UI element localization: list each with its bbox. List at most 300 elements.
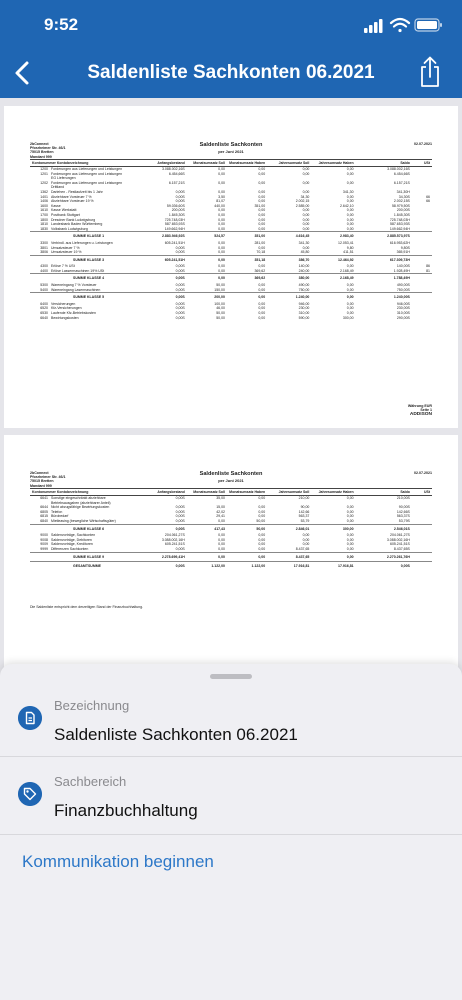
value-cell: 204.061,27S [164,533,185,538]
value-cell: 411,51 [343,250,354,255]
value-cell: 2.168,49 [339,268,354,273]
account-name: Postbank Stuttgart [51,212,80,217]
value-cell: 4.616,45 [267,232,311,241]
value-cell: 0,00 [258,283,266,288]
summary-row [30,552,432,562]
value-cell: 6.157,21S [168,180,185,185]
value-cell: 0,00 [258,514,266,519]
account-cell [30,255,143,264]
value-cell: 0,00 [218,264,225,269]
account-name: Saldenvorträge, Sachkonten [51,533,96,538]
value-cell: 34,30S [398,194,410,199]
table-header [30,160,432,167]
account-name: Dresdner Bank Ludwigsburg [51,217,96,222]
account-cell [30,562,143,571]
value-cell: 0,00S [175,283,185,288]
value-cell: 0,00S [175,194,185,199]
account-name: GESAMTSUMME [73,564,101,569]
account-name: Telefon [51,509,63,514]
account-number: 5300 [40,283,48,288]
value-cell: 0,00 [218,268,225,273]
value-cell: 0,00S [143,524,187,533]
value-cell: 0,00 [258,311,266,316]
value-cell: 0,00 [258,222,266,227]
status-icons [364,15,444,37]
value-cell: 310,00 [298,311,310,316]
value-cell: 2.885.573,97S [356,232,412,241]
value-cell: 50,00 [216,315,225,320]
report-table [30,159,432,320]
value-cell: 386,70 [267,255,311,264]
value-cell [412,293,432,302]
value-cell: 587.653,93S [164,222,185,227]
value-cell: 50,00 [216,311,225,316]
account-name: SUMME KLASSE 4 [73,276,105,281]
value-cell: 0,00 [187,274,227,283]
value-cell: 0,00 [302,189,310,194]
value-cell: 142,66S [396,509,410,514]
table-header [30,489,432,496]
value-cell: 300,00 [342,315,354,320]
signal-icon [364,19,383,33]
value-cell: 290,00S [396,315,410,320]
value-cell: 53,79S [398,518,410,523]
account-number: 3801 [40,245,48,250]
value-cell: 351,00 [227,232,267,241]
value-cell: 0,00 [346,222,354,227]
value-cell: 0,00 [187,255,227,264]
value-cell: 1.240,00S [356,293,412,302]
value-cell: 617.309,73H [356,255,412,264]
account-cell [30,552,143,562]
account-number: 6840 [40,518,48,523]
report-date: 02.07.2021 [414,471,432,475]
value-cell: 0,00 [218,180,225,185]
value-cell: 0,00 [346,301,354,306]
account-name: Differenzen Sachkonten [51,546,89,551]
value-cell: 200,00 [187,293,227,302]
value-cell: 2.846,01 [267,524,311,533]
account-name: Erlöse 7 % USt [51,264,75,269]
value-cell: 0,00 [346,537,354,542]
account-number: 1406 [40,199,48,204]
value-cell: 0,00 [346,533,354,538]
account-number: 4300 [40,264,48,269]
value-cell: 0,00 [218,542,225,547]
value-cell: 0,00S [175,505,185,510]
account-name: Mietleasing (bewegliche Wirtschaftsgüter) [51,518,116,523]
value-cell: 0,00 [258,496,266,500]
value-cell: 310,00S [396,311,410,316]
value-cell: 0,00 [302,208,310,213]
value-cell: 17.916,81 [311,562,355,571]
account-number: 1600 [40,203,48,208]
account-number: 3300 [40,240,48,245]
value-cell: 0,00 [258,505,266,510]
value-cell [412,255,432,264]
value-cell: 0,00S [175,311,185,316]
value-cell: 58.979,50S [391,203,410,208]
column-header: Anfangsbestand [143,160,187,167]
value-cell: 0,00S [175,509,185,514]
value-cell: 81 [426,268,430,273]
account-number: 9999 [40,546,48,551]
value-cell: 0,00 [302,245,310,250]
value-cell: 8.437,65 [295,546,310,551]
column-header: Jahresumsatz Soll [267,160,311,167]
value-cell: 0,00 [218,240,225,245]
value-cell: 149.662,94H [164,226,185,231]
value-cell: 9,80S [400,245,410,250]
account-name: Darlehen - Restlaufzeit bis 1 Jahr [51,189,103,194]
value-cell: 2.546,01S [356,524,412,533]
value-cell: 0,00S [175,264,185,269]
account-name: Forderungen aus Lieferungen und Leistungen [51,167,123,171]
value-cell: 150,00 [214,287,225,292]
summary-row [30,274,432,283]
account-name: Landesbank Baden Württemberg [51,222,103,227]
value-cell: 0,00 [258,264,266,269]
value-cell: 0,00 [258,180,266,185]
value-cell: 0,00 [258,542,266,547]
value-cell: 0,00 [218,518,225,523]
value-cell: 0,00 [346,311,354,316]
value-cell: 0,00 [302,171,310,176]
value-cell: 0,00 [258,287,266,292]
column-header: Monatsumsatz Haben [227,489,267,496]
area-label: Sachbereich [54,774,127,789]
value-cell: 0,00 [258,509,266,514]
value-cell: 369,62 [254,268,266,273]
summary-row [30,255,432,264]
value-cell: 0,00 [346,283,354,288]
value-cell: 53,79 [300,518,310,523]
divider [0,756,462,757]
value-cell: 0,00S [143,274,187,283]
value-cell: 200,00S [396,208,410,213]
column-header: Kontonummer Kontobezeichnung [30,489,143,496]
value-cell: 0,00 [258,189,266,194]
value-cell: 0,00 [258,533,266,538]
value-cell: 351,00 [254,203,266,208]
value-cell: 0,00S [175,189,185,194]
value-cell: 0,00 [187,552,227,562]
account-name: Drittland [51,185,65,190]
value-cell: 50,00 [256,518,266,523]
account-number: 9009 [40,542,48,547]
start-communication-link[interactable]: Kommunikation beginnen [22,852,214,871]
document-preview[interactable] [0,98,462,676]
value-cell: 0,00 [258,194,266,199]
value-cell: 100,00 [214,301,225,306]
value-cell: 605.241,51S [390,542,410,547]
value-cell: 3.088.002,16H [386,537,410,542]
value-cell: 0,00S [175,306,185,311]
value-cell: 0,00S [175,518,185,523]
details-sheet [0,664,462,1000]
value-cell: 0,00S [356,562,412,571]
value-cell: 0,00 [258,167,266,171]
account-name: SUMME KLASSE 9 [73,554,105,559]
status-time: 9:52 [44,15,79,34]
value-cell: 0,00 [302,180,310,185]
value-cell: 0,00 [302,537,310,542]
value-cell: 1.845,30S [393,212,410,217]
value-cell: 8.437,65S [393,546,410,551]
value-cell: 0,00S [175,514,185,519]
value-cell: 1.928,49H [393,268,410,273]
report-page-1 [4,106,458,428]
value-cell: 0,00 [218,226,225,231]
value-cell: 0,00 [218,171,225,176]
account-number: 9000 [40,533,48,538]
column-header: Jahresumsatz Soll [267,489,311,496]
battery-icon [415,19,442,31]
account-name: Saldenvorträge, Kreditoren [51,542,93,547]
value-cell: 0,00 [258,301,266,306]
value-cell: 587.653,93S [390,222,410,227]
account-number: 1200 [40,167,48,171]
value-cell: 90,00 [300,505,310,510]
report-date: 02.07.2021 [414,142,432,146]
value-cell: 0,00S [175,315,185,320]
account-number: 1810 [40,222,48,227]
value-cell: 0,00 [218,533,225,538]
account-name: SUMME KLASSE 6 [73,526,105,531]
value-cell: 365,91H [396,250,410,255]
value-cell: 0,00 [218,208,225,213]
account-number: 6641 [40,496,48,500]
value-cell: 0,00 [346,546,354,551]
value-cell: 0,00 [302,212,310,217]
account-number: 1362 [40,189,48,194]
value-cell: 0,00 [258,171,266,176]
account-cell [30,316,143,321]
account-number: 6530 [40,311,48,316]
value-cell: 2.883.946,92S [143,232,187,241]
value-cell: 204.061,27S [390,533,410,538]
value-cell: 0,00S [175,287,185,292]
report-title: Saldenliste Sachkonten [199,471,263,477]
column-header: USt [412,489,432,496]
value-cell [412,232,432,241]
value-cell: 0,00 [346,496,354,500]
value-cell: 2.585,00 [295,203,310,208]
value-cell: 45,80 [300,250,310,255]
account-number: 1202 [40,180,48,185]
value-cell: 2.642,10 [339,203,354,208]
account-name: Erlöse Lassermaschinen 19% USt [51,268,105,273]
column-header: Saldo [356,489,412,496]
summary-row [30,524,432,533]
account-name: Wareneingang 7 % Vorsteuer [51,283,97,288]
value-cell: 300,00 [311,524,355,533]
value-cell: 17.916,81 [267,562,311,571]
value-cell: 140,00S [396,264,410,269]
value-cell: 0,00 [218,167,225,171]
value-cell: 0,00 [258,537,266,542]
value-cell: 149.662,94H [389,226,410,231]
account-name: Kasse [51,203,61,208]
account-cell [30,293,143,302]
value-cell: 725.748,03H [389,217,410,222]
value-cell: 0,00 [218,217,225,222]
account-name: Laufende Kfz-Betriebskosten [51,311,96,316]
account-number: 6815 [40,514,48,519]
value-cell: 0,00 [258,212,266,217]
value-cell: 12.464,92 [311,255,355,264]
value-cell: 6.157,21S [393,180,410,185]
value-cell: 0,00 [258,315,266,320]
account-name: SUMME KLASSE 5 [73,295,105,300]
column-header: Jahresumsatz Haben [311,160,355,167]
value-cell: 230,00S [396,306,410,311]
account-name: Umsatzsteuer 19 % [51,250,82,255]
sheet-grabber[interactable] [210,674,252,679]
value-cell: 0,00 [346,217,354,222]
summary-row [30,293,432,302]
value-cell: 0,00 [346,514,354,519]
column-header: Jahresumsatz Haben [311,489,355,496]
account-name: EG Lieferungen [51,176,76,181]
report-table [30,488,432,571]
value-cell: 0,00S [143,562,187,571]
value-cell: 0,00 [302,542,310,547]
account-name: Betriebsausgaben (abziehbarer Anteil) [51,500,111,505]
account-number: 1401 [40,194,48,199]
value-cell: 1.122,00 [227,562,267,571]
value-cell: 0,00S [175,245,185,250]
value-cell: 0,00 [346,518,354,523]
account-name: Wareneingang Lasermaschinen [51,287,101,292]
value-cell: 0,00 [218,245,225,250]
account-name: Kasse Werkstatt [51,208,77,213]
value-cell: 946,00S [396,301,410,306]
value-cell: 0,00 [302,226,310,231]
value-cell: 50,00 [216,283,225,288]
navigation-bar [0,0,462,98]
value-cell: 3.088.002,16H [161,537,185,542]
value-cell: 70,18 [256,250,266,255]
table-row [30,316,432,321]
value-cell: 0,00 [258,306,266,311]
value-cell: 0,00S [175,301,185,306]
value-cell: 0,00 [346,180,354,185]
value-cell: 946,00 [298,301,310,306]
account-number: 6805 [40,509,48,514]
share-icon[interactable] [418,56,442,88]
value-cell: 15,00 [216,505,225,510]
value-cell: 380,00 [267,274,311,283]
account-number: 9008 [40,537,48,542]
value-cell [412,524,432,533]
value-cell: 2.002,15 [295,199,310,204]
value-cell: 81,07 [216,199,225,204]
account-name: Versicherungen [51,301,76,306]
value-cell: 490,00S [396,283,410,288]
value-cell: 0,00 [218,222,225,227]
value-cell: 210,00 [298,496,310,500]
account-name: SUMME KLASSE 3 [73,257,105,262]
value-cell: 524,57 [187,232,227,241]
value-cell: 490,00 [298,283,310,288]
value-cell: 0,00 [227,293,267,302]
value-cell: 563,37S [396,514,410,519]
value-cell: 0,00 [258,546,266,551]
value-cell: 0,00 [258,199,266,204]
value-cell: 210,00S [396,496,410,500]
value-cell: 0,00 [218,546,225,551]
back-chevron-icon[interactable] [10,58,36,88]
value-cell: 0,00 [346,226,354,231]
wifi-icon [391,19,409,32]
company-address: 2bConnect Pforzheimer Str. 46/1 75015 Bretten Mandant 999 [30,471,66,488]
report-title: Saldenliste Sachkonten [199,142,263,148]
summary-row [30,232,432,241]
value-cell: 750,00S [396,287,410,292]
company-address: 2bConnect Pforzheimer Str. 46/1 75015 Bretten Mandant 999 [30,142,66,159]
column-header: Monatsumsatz Soll [187,489,227,496]
summary-row [30,562,432,571]
value-cell: 616.953,62H [389,240,410,245]
account-number: 4400 [40,268,48,273]
account-number: 1610 [40,208,48,213]
value-cell: 0,00 [346,171,354,176]
value-cell: 605.241,51S [164,542,185,547]
account-cell [30,524,143,533]
value-cell: 0,00 [218,189,225,194]
value-cell: 0,00 [218,537,225,542]
value-cell: 46,00 [216,306,225,311]
account-number: 1830 [40,226,48,231]
account-name: Saldenvorträge, Debitoren [51,537,92,542]
value-cell: 0,00 [346,212,354,217]
account-number: 1201 [40,171,48,176]
page-footer: Währung EUR Seite 1 ADDISON [407,404,432,417]
value-cell: 3,50 [218,194,225,199]
value-cell: 341,30 [342,189,354,194]
value-cell: 0,00S [175,496,185,500]
value-cell: 0,00 [346,505,354,510]
value-cell: 90,00S [398,505,410,510]
report-subtitle: per Juni 2021 [218,149,244,154]
value-cell: 0,00 [258,226,266,231]
value-cell: 0,00 [218,250,225,255]
value-cell: 8.437,65 [267,552,311,562]
value-cell: 230,00 [298,306,310,311]
value-cell [412,552,432,562]
account-cell [30,274,143,283]
value-cell: 50,00 [227,524,267,533]
column-header: Saldo [356,160,412,167]
value-cell: 0,00 [346,287,354,292]
value-cell [412,274,432,283]
column-header: Monatsumsatz Soll [187,160,227,167]
value-cell: 1.122,00 [187,562,227,571]
value-cell: 0,00 [346,208,354,213]
account-name: SUMME KLASSE 1 [73,234,105,239]
value-cell [412,562,432,571]
account-number: 6520 [40,306,48,311]
value-cell: 142,66 [298,509,310,514]
value-cell: 0,00 [302,533,310,538]
value-cell: 200,00S [171,208,185,213]
value-cell: 0,00S [143,293,187,302]
value-cell: 0,00 [302,222,310,227]
report-subtitle: per Juni 2021 [218,478,244,483]
account-name: Kfz-Versicherungen [51,306,82,311]
value-cell: 605.241,51H [164,240,185,245]
